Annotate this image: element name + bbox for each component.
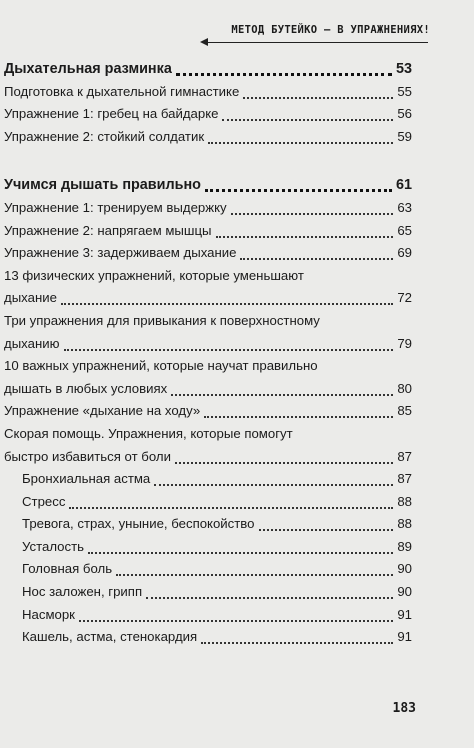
toc-leader-dots: [175, 460, 393, 464]
toc-leader-dots: [171, 392, 393, 396]
toc-subentry: [4, 536, 412, 559]
toc-subentry: [4, 604, 412, 627]
toc-entry-line: [4, 423, 412, 446]
toc-leader-dots: [259, 527, 393, 531]
toc-leader-dots: [61, 301, 393, 305]
toc-subentry-page: 87: [397, 471, 412, 487]
toc-leader-dots: [240, 256, 393, 260]
toc-subentry-page: 91: [397, 629, 412, 645]
toc-heading-page: 61: [395, 177, 412, 194]
toc-subentry: [4, 468, 412, 491]
toc-subentry-text: Бронхиальная астма: [22, 471, 151, 487]
toc-subentry-text: Усталость: [22, 538, 84, 554]
toc-entry-text: быстро избавиться от боли: [4, 448, 171, 464]
toc-heading-page: 53: [395, 61, 412, 77]
toc-entry-page: 59: [397, 128, 412, 144]
toc-entry: [4, 287, 412, 310]
toc-subentry-text: Головная боль: [22, 561, 113, 577]
toc-subentry-page: 90: [397, 584, 412, 600]
toc-leader-dots: [208, 140, 393, 144]
toc-section-heading: [4, 174, 412, 197]
toc-leader-dots: [88, 550, 393, 554]
toc-entry-text: Упражнение 1: тренируем выдержку: [4, 199, 227, 215]
page-number: 183: [392, 701, 416, 716]
toc-leader-dots: [243, 95, 393, 99]
toc-leader-dots: [201, 640, 393, 644]
toc-leader-dots: [216, 234, 393, 238]
toc-entry: [4, 220, 412, 243]
toc-section-heading: [4, 58, 412, 81]
toc-entry-text: дышать в любых условиях: [4, 380, 168, 396]
toc-entry-line: [4, 355, 412, 378]
toc-entry-line: [4, 310, 412, 333]
toc-entry-line: [4, 265, 412, 288]
toc-leader-dots: [79, 618, 393, 622]
toc-entry-text: 13 физических упражнений, которые уменьшают: [4, 267, 304, 283]
toc-entry: [4, 197, 412, 220]
toc-subentry: [4, 513, 412, 536]
toc-entry-page: 85: [397, 403, 412, 419]
toc-leader-dots: [64, 347, 393, 351]
toc-subentry: [4, 581, 412, 604]
toc-subentry-page: 89: [397, 538, 412, 554]
toc-subentry-page: 88: [397, 493, 412, 509]
toc-leader-dots: [146, 595, 393, 599]
toc-subentry-text: Нос заложен, грипп: [22, 584, 143, 600]
table-of-contents: [4, 58, 412, 649]
toc-subentry: [4, 626, 412, 649]
toc-entry-page: 87: [397, 448, 412, 464]
toc-entry-text: Упражнение 1: гребец на байдарке: [4, 106, 219, 122]
toc-heading-text: Дыхательная разминка: [4, 61, 172, 77]
toc-leader-dots: [205, 187, 392, 192]
toc-entry: [4, 400, 412, 423]
toc-entry-page: 63: [397, 199, 412, 215]
toc-entry: [4, 446, 412, 469]
toc-subentry: [4, 558, 412, 581]
toc-entry-text: Упражнение 3: задерживаем дыхание: [4, 245, 237, 261]
toc-subentry-page: 88: [397, 516, 412, 532]
toc-leader-dots: [204, 414, 393, 418]
toc-entry-text: Упражнение «дыхание на ходу»: [4, 403, 201, 419]
toc-entry: [4, 242, 412, 265]
toc-entry: [4, 333, 412, 356]
toc-subentry-page: 90: [397, 561, 412, 577]
toc-entry-page: 72: [397, 290, 412, 306]
toc-entry-page: 69: [397, 245, 412, 261]
running-header: МЕТОД БУТЕЙКО — В УПРАЖНЕНИЯХ!: [231, 24, 430, 36]
toc-leader-dots: [176, 71, 392, 76]
toc-leader-dots: [69, 505, 393, 509]
toc-leader-dots: [116, 572, 393, 576]
toc-entry-text: Три упражнения для привыкания к поверхностному: [4, 312, 320, 328]
toc-entry-text: Скорая помощь. Упражнения, которые помогут: [4, 425, 293, 441]
toc-entry: [4, 378, 412, 401]
toc-entry-text: 10 важных упражнений, которые научат правильно: [4, 358, 318, 374]
toc-heading-text: Учимся дышать правильно: [4, 177, 201, 194]
header-rule: [206, 42, 428, 43]
toc-subentry-text: Кашель, астма, стенокардия: [22, 629, 198, 645]
toc-entry-text: Упражнение 2: стойкий солдатик: [4, 128, 205, 144]
toc-entry-page: 65: [397, 222, 412, 238]
toc-section-breathing: [4, 174, 412, 648]
toc-entry-text: дыханию: [4, 335, 60, 351]
arrow-left-icon: [200, 38, 208, 46]
toc-subentry: [4, 491, 412, 514]
toc-section-warmup: [4, 58, 412, 148]
toc-entry-text: Упражнение 2: напрягаем мышцы: [4, 222, 212, 238]
toc-entry-page: 56: [397, 106, 412, 122]
toc-subentry-page: 91: [397, 606, 412, 622]
toc-entry-page: 79: [397, 335, 412, 351]
toc-subentry-text: Насморк: [22, 606, 75, 622]
toc-leader-dots: [222, 117, 393, 121]
toc-entry: [4, 81, 412, 104]
toc-entry: [4, 126, 412, 149]
toc-entry-page: 80: [397, 380, 412, 396]
toc-entry: [4, 103, 412, 126]
toc-subentry-text: Стресс: [22, 493, 66, 509]
toc-entry-text: дыхание: [4, 290, 57, 306]
toc-subentry-text: Тревога, страх, уныние, беспокойство: [22, 516, 255, 532]
toc-leader-dots: [154, 482, 393, 486]
toc-leader-dots: [231, 211, 393, 215]
toc-entry-page: 55: [397, 83, 412, 99]
toc-entry-text: Подготовка к дыхательной гимнастике: [4, 83, 240, 99]
